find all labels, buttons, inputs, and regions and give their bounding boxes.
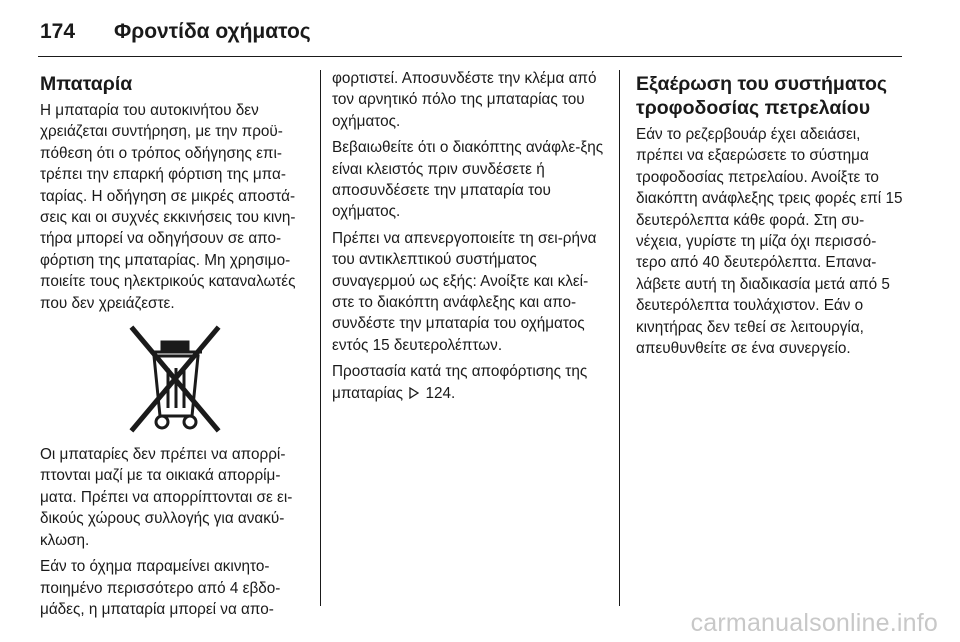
column-2 [332,68,604,409]
battery-paragraph-7 [332,361,604,404]
battery-paragraph-6: Πρέπει να απενεργοποιείτε τη σει-ρήνα του αντικλεπτικού συστήματος συναγερμού ως εξής: Ανοίξτε και κλεί-στε το διακόπτη ανάφλεξης και απο-συνδέστε την μπαταρία του οχήματος εντός 15 δευτερολέπτων. [332,229,597,354]
page-number: 174 [40,20,76,43]
battery-paragraph-1: Η μπαταρία του αυτοκινήτου δεν χρειάζεται συντήρηση, με την προϋ-πόθεση ότι ο τρόπος οδήγησης επι-τρέπει την επαρκή φόρτιση της μπα-ταρίας. Η οδήγηση σε μικρές αποστά-σεις και οι συχνές εκκινήσεις του κινη-τήρα μπορεί να οδηγήσουν σε απο-φόρτιση της μπαταρίας. Μη χρησιμο-ποιείτε τους ηλεκτρικούς καταναλωτές που δεν χρειάζεστε. [40,102,296,312]
column-3 [636,68,906,364]
page-reference-arrow-icon[interactable] [409,387,419,399]
fuel-bleeding-heading: Εξαέρωση του συστήματος τροφοδοσίας πετρελαίου [636,73,888,119]
battery-paragraph-2: Οι μπαταρίες δεν πρέπει να απορρί-πτονται μαζί με τα οικιακά απορρίμ-ματα. Πρέπει να απορρίπτονται σε ει-δικούς χώρους συλλογής για ανακύ-κλωση. [40,446,293,549]
fuel-bleeding-paragraph: Εάν το ρεζερβουάρ έχει αδειάσει, πρέπει να εξαερώσετε το σύστημα τροφοδοσίας πετρελαίου. Ανοίξτε το διακόπτη ανάφλεξης τρεις φορές επί 15 δευτερόλεπτα κάθε φορά. Στη συ-νέχεια, γυρίστε τη μίζα όχι περισσό-τερο από 40 δευτερόλεπτα. Επανα-λάβετε αυτή τη διαδικασία μετά από 5 δευτερόλεπτα τουλάχιστον. Εάν ο κινητήρας δεν τεθεί σε λειτουργία, απευθυνθείτε σε ένα συνεργείο. [636,126,903,358]
page-header [40,14,311,50]
discharge-protection-text: Προστασία κατά της αποφόρτισης της μπαταρίας [332,363,588,402]
bin-symbol [40,324,310,434]
column-1 [40,68,310,625]
battery-heading: Μπαταρία [40,73,133,95]
watermark: carmanualsonline.info [690,609,938,637]
crossed-out-wheelie-bin-icon [128,324,222,434]
battery-paragraph-4: φορτιστεί. Αποσυνδέστε την κλέμα από τον αρνητικό πόλο της μπαταρίας του οχήματος. [332,70,597,130]
header-rule [38,56,902,57]
column-divider-2 [619,70,620,606]
column-divider-1 [320,70,321,606]
page-reference-link[interactable]: 124. [425,384,456,402]
battery-paragraph-5: Βεβαιωθείτε ότι ο διακόπτης ανάφλε-ξης είναι κλειστός πριν συνδέσετε ή αποσυνδέσετε την μπαταρία του οχήματος. [332,139,604,221]
page-title: Φροντίδα οχήματος [114,20,311,43]
battery-paragraph-3: Εάν το όχημα παραμείνει ακινητο-ποιημένο περισσότερο από 4 εβδο-μάδες, η μπαταρία μπορεί να απο- [40,558,281,618]
